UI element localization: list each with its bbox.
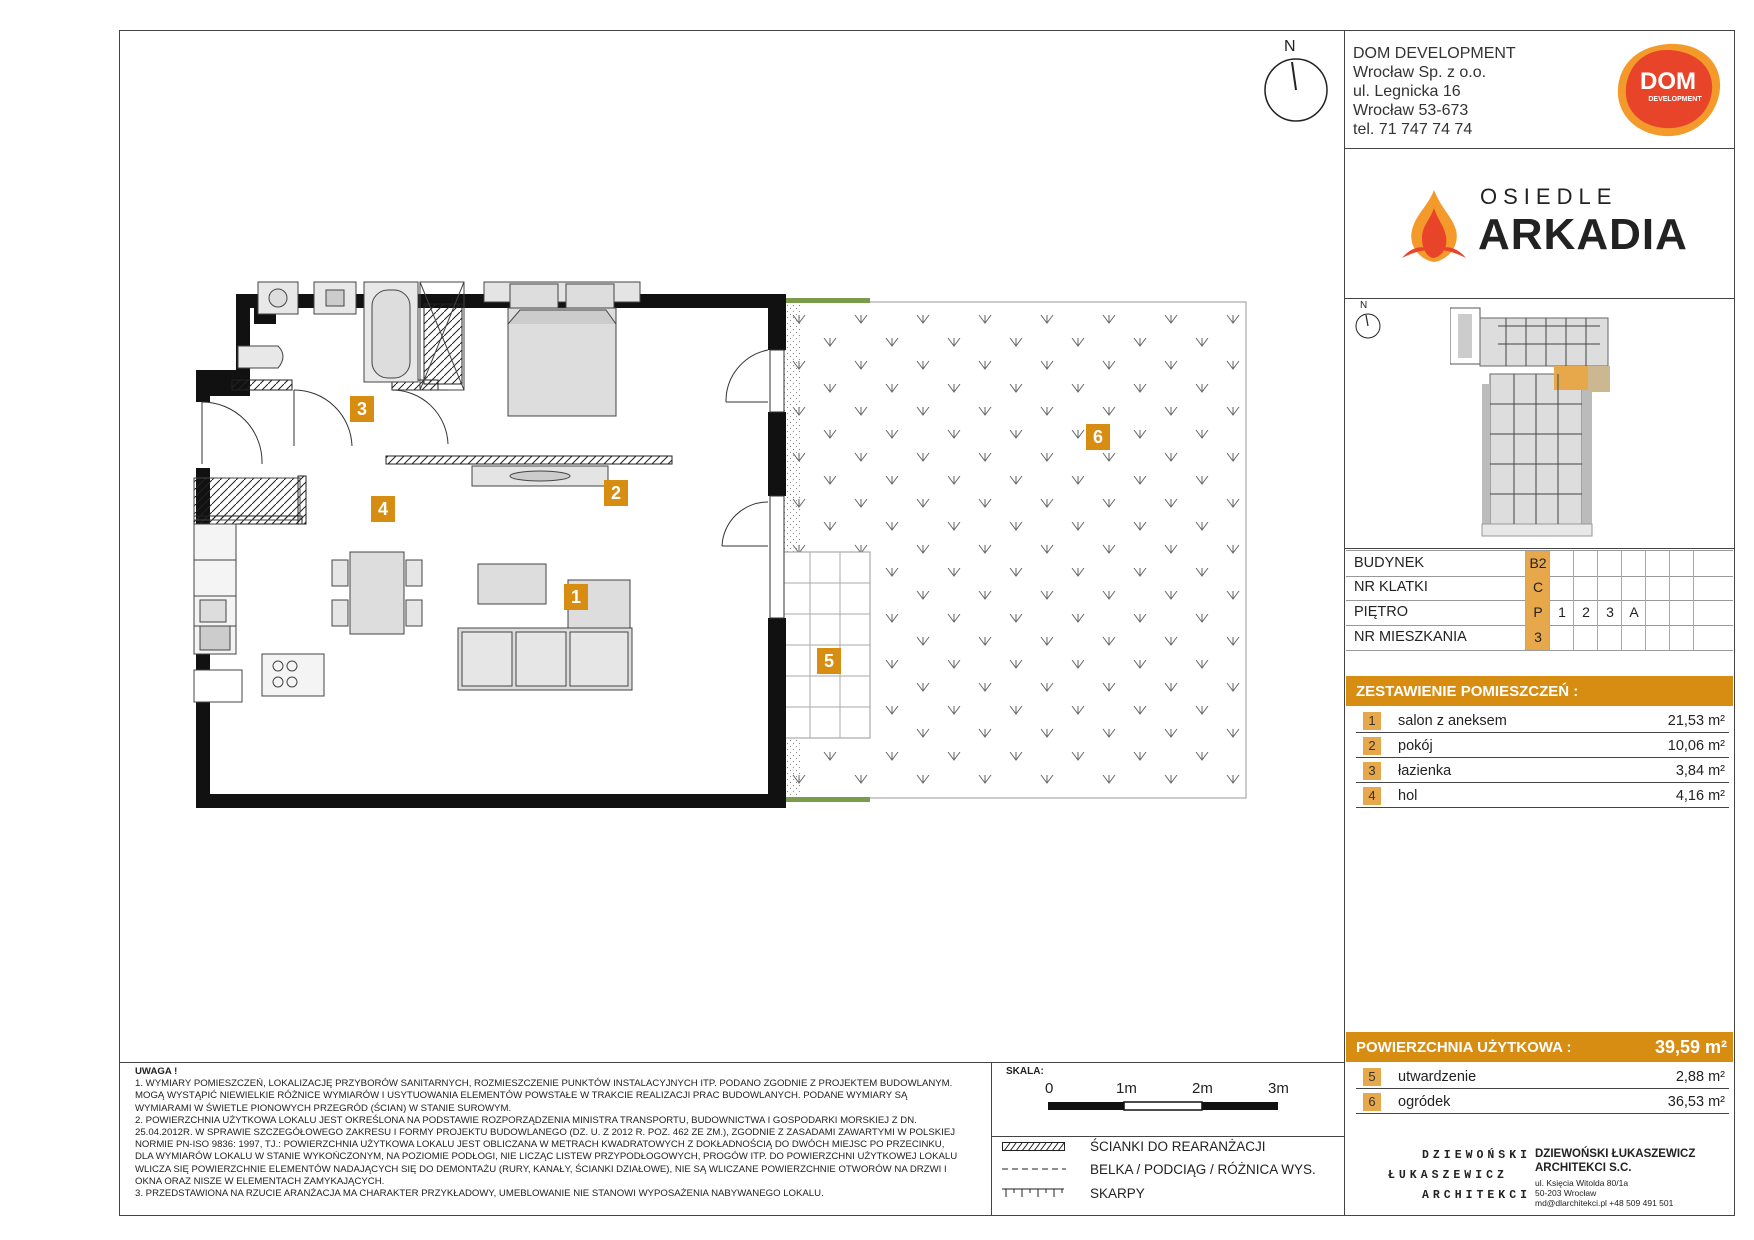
room-area-value: 36,53 bbox=[1667, 1094, 1705, 1110]
walls bbox=[196, 294, 786, 808]
room-area-unit: m² bbox=[1708, 738, 1725, 754]
dom-logo-subtext: DEVELOPMENT bbox=[1648, 96, 1702, 103]
room-label-3: 3 bbox=[350, 396, 374, 422]
floor-plan bbox=[180, 280, 1310, 820]
partition-wall bbox=[232, 380, 292, 390]
cell bbox=[1573, 625, 1598, 650]
room-area-value: 21,53 bbox=[1667, 713, 1705, 729]
room-label-1: 1 bbox=[564, 584, 588, 610]
row-label: NR MIESZKANIA bbox=[1354, 629, 1467, 645]
architect-addr2: 50-203 Wrocław bbox=[1535, 1188, 1597, 1198]
partition-wall bbox=[386, 456, 672, 464]
cell bbox=[1693, 625, 1718, 650]
dash-legend-icon bbox=[1002, 1166, 1066, 1172]
cell bbox=[1645, 575, 1670, 600]
cell: A bbox=[1621, 600, 1646, 625]
room-number-badge: 4 bbox=[1363, 787, 1381, 805]
note-item: 3. PRZEDSTAWIONA NA RZUCIE ARANŻACJA MA CHARAKTER PRZYKŁADOWY, UMEBLOWANIE NIE STANOWI WYPOSAŻENIA NABYWANEGO LOKALU. bbox=[135, 1188, 824, 1200]
cell bbox=[1621, 625, 1646, 650]
room-label-6: 6 bbox=[1086, 424, 1110, 450]
project-line1: OSIEDLE bbox=[1480, 184, 1618, 209]
notes bbox=[135, 1066, 965, 1200]
room-number-badge: 5 bbox=[1363, 1068, 1381, 1086]
room-area bbox=[1668, 1094, 1725, 1110]
scale-tick-label: 0 bbox=[1045, 1080, 1054, 1097]
summary-room-row bbox=[1356, 760, 1729, 783]
room-name: hol bbox=[1398, 788, 1418, 804]
hatch-legend-icon bbox=[1002, 1141, 1066, 1153]
cell bbox=[1669, 625, 1694, 650]
row-label: NR KLATKI bbox=[1354, 579, 1428, 595]
note-item: 2. POWIERZCHNIA UŻYTKOWA LOKALU JEST OKREŚLONA NA PODSTAWIE ROZPORZĄDZENIA MINISTRA TRANSPORTU, BUDOWNICTWA I GOSPODARKI MORSKIEJ Z DN. 25.04.2012R. W SPRAWIE SZCZEGÓŁOWEGO ZAKRESU I FORMY PROJEKTU BUDOWLANEGO (DZ. U. Z 2012 R. POZ. 462 ZE ZM.), ZGODNIE Z ZASADAMI ZAWARTYMI W POLSKIEJ NORMIE PN-ISO 9836: 1997, TJ.: POWIERZCHNIA UŻYTKOWA LOKALU JEST OBLICZANA W METRACH KWADRATOWYCH Z DOKŁADNOŚCIĄ DO DWÓCH MIEJSC PO PRZECINKU, DLA WYMIARÓW LOKALU W STANIE WYKOŃCZONYM, NA POZIOMIE PODŁOGI, NIE LICZĄC LISTEW PRZYPODŁOGOWYCH, PROGÓW ITP. DO POWIERZCHNI UŻYTKOWEJ LOKALU WLICZA SIĘ POWIERZCHNIE ELEMENTÓW NADAJĄCYCH SIĘ DO DEMONTAŻU (RURY, KANAŁY, ŚCIANKI DZIAŁOWE), NIE SĄ WLICZANE POWIERZCHNIE OTWORÓW NA DRZWI I OKNA ORAZ NISZE W ELEMENTACH ZAMYKAJĄCYCH. bbox=[135, 1114, 958, 1187]
summary-header bbox=[1346, 676, 1733, 706]
room-label-5: 5 bbox=[817, 648, 841, 674]
notes-title: UWAGA ! bbox=[135, 1066, 178, 1077]
architect-logo bbox=[1388, 1146, 1532, 1206]
room-number-badge: 1 bbox=[1363, 712, 1381, 730]
room-name: salon z aneksem bbox=[1398, 713, 1507, 729]
cell bbox=[1621, 575, 1646, 600]
cell: 2 bbox=[1573, 600, 1598, 625]
cell bbox=[1549, 625, 1574, 650]
note-item: 1. WYMIARY POMIESZCZEŃ, LOKALIZACJĘ PRZYBORÓW SANITARNYCH, ROZMIESZCZENIE PUNKTÓW INSTALACYJNYCH ITP. PODANO ZGODNIE Z PROJEKTEM BUDOWLANYM. MOGĄ WYSTĄPIĆ NIEWIELKIE RÓŻNICE WYMIARÓW I USYTUOWANIA ELEMENTÓW POWSTAŁE W TRAKCIE REALIZACJI PRAC BUDOWLANYCH. PODANE WYMIARY SĄ WYMIARAMI W ŚWIETLE PIONOWYCH PRZEGRÓD (ŚCIAN) W STANIE SUROWYM. bbox=[135, 1078, 953, 1114]
architect-name2: ARCHITEKCI S.C. bbox=[1535, 1162, 1632, 1174]
cell bbox=[1669, 600, 1694, 625]
cell bbox=[1645, 600, 1670, 625]
cell bbox=[1573, 551, 1598, 576]
room-area bbox=[1676, 788, 1725, 804]
total-area-label: POWIERZCHNIA UŻYTKOWA : bbox=[1356, 1039, 1572, 1056]
room-name: ogródek bbox=[1398, 1094, 1451, 1110]
company-line3: Wrocław 53-673 bbox=[1353, 102, 1469, 119]
dom-logo-text: DOM bbox=[1640, 68, 1696, 95]
building-key-plan bbox=[1450, 304, 1690, 540]
architect-logo-line: ŁUKASZEWICZ bbox=[1388, 1169, 1508, 1182]
architect-addr1: ul. Księcia Witolda 80/1a bbox=[1535, 1178, 1629, 1188]
cell: 1 bbox=[1549, 600, 1574, 625]
cell bbox=[1693, 600, 1718, 625]
mini-compass-label: N bbox=[1360, 300, 1368, 311]
company-line2: ul. Legnicka 16 bbox=[1353, 83, 1461, 100]
cell bbox=[1597, 575, 1622, 600]
living-furniture bbox=[332, 552, 632, 690]
architect-contact: md@dlarchitekci.pl +48 509 491 501 bbox=[1535, 1198, 1674, 1208]
summary-room-row bbox=[1356, 710, 1729, 733]
cell bbox=[1549, 575, 1574, 600]
room-area-unit: m² bbox=[1708, 1094, 1725, 1110]
row-label: BUDYNEK bbox=[1354, 555, 1425, 571]
row-nr-mieszkania bbox=[1346, 625, 1733, 651]
mini-compass-icon bbox=[1354, 312, 1382, 340]
arkadia-logo bbox=[1398, 180, 1698, 270]
compass-north-label: N bbox=[1284, 38, 1296, 55]
hedge-top bbox=[780, 298, 870, 303]
room-number-badge: 2 bbox=[1363, 737, 1381, 755]
cell: P bbox=[1525, 600, 1550, 625]
project-line2: ARKADIA bbox=[1478, 210, 1688, 259]
compass-icon bbox=[1262, 56, 1330, 124]
company-phone: tel. 71 747 74 74 bbox=[1353, 121, 1473, 138]
dom-logo bbox=[1612, 40, 1724, 140]
compass bbox=[1262, 38, 1330, 124]
summary-extra-row bbox=[1356, 1066, 1729, 1089]
cell bbox=[1597, 625, 1622, 650]
key-plan bbox=[1350, 300, 1730, 546]
flame-icon bbox=[1398, 186, 1470, 266]
room-area-value: 2,88 bbox=[1675, 1069, 1705, 1085]
scale-title: SKALA: bbox=[1006, 1066, 1044, 1077]
room-area-value: 10,06 bbox=[1667, 738, 1705, 754]
bed bbox=[484, 282, 640, 416]
cell bbox=[1645, 625, 1670, 650]
architect-credit bbox=[1388, 1146, 1733, 1212]
summary-room-row bbox=[1356, 735, 1729, 758]
room-area-unit: m² bbox=[1708, 1069, 1725, 1085]
architect-logo-line: DZIEWOŃSKI bbox=[1422, 1149, 1532, 1162]
scale-tick-label: 3m bbox=[1268, 1080, 1289, 1097]
row-pietro bbox=[1346, 600, 1733, 626]
cell bbox=[1693, 575, 1718, 600]
divider bbox=[1344, 298, 1735, 299]
room-name: pokój bbox=[1398, 738, 1433, 754]
legend-label: SKARPY bbox=[1090, 1186, 1145, 1201]
legend-label: ŚCIANKI DO REARANŻACJI bbox=[1090, 1139, 1266, 1154]
cell: C bbox=[1525, 575, 1550, 600]
steps-legend-icon bbox=[1002, 1187, 1066, 1199]
company-line1: Wrocław Sp. z o.o. bbox=[1353, 64, 1487, 81]
room-number-badge: 6 bbox=[1363, 1093, 1381, 1111]
room-area bbox=[1668, 713, 1725, 729]
scale-tick-label: 2m bbox=[1192, 1080, 1213, 1097]
cell bbox=[1597, 551, 1622, 576]
room-area-value: 4,16 bbox=[1675, 788, 1705, 804]
room-area bbox=[1668, 738, 1725, 754]
cell bbox=[1549, 551, 1574, 576]
room-label-2: 2 bbox=[604, 480, 628, 506]
room-area-value: 3,84 bbox=[1675, 763, 1705, 779]
total-area-bar bbox=[1346, 1032, 1733, 1062]
terrace-tiles bbox=[780, 552, 870, 738]
row-label: PIĘTRO bbox=[1354, 604, 1408, 620]
room-name: łazienka bbox=[1398, 763, 1452, 779]
cell bbox=[1693, 551, 1718, 576]
cell bbox=[1669, 551, 1694, 576]
room-area-unit: m² bbox=[1708, 788, 1725, 804]
company-name: DOM DEVELOPMENT bbox=[1353, 45, 1516, 62]
scale-bar bbox=[1048, 1100, 1288, 1114]
row-nr-klatki bbox=[1346, 575, 1733, 601]
cell bbox=[1621, 551, 1646, 576]
cell: B2 bbox=[1525, 551, 1550, 576]
cell bbox=[1645, 551, 1670, 576]
divider bbox=[1344, 148, 1735, 149]
room-area bbox=[1676, 1069, 1725, 1085]
wardrobe-handle bbox=[510, 471, 570, 481]
hedge-bottom bbox=[780, 797, 870, 802]
room-area-unit: m² bbox=[1708, 763, 1725, 779]
architect-logo-line: ARCHITEKCI bbox=[1422, 1189, 1532, 1202]
summary-room-row bbox=[1356, 785, 1729, 808]
architect-name1: DZIEWOŃSKI ŁUKASZEWICZ bbox=[1535, 1148, 1696, 1160]
summary-title: ZESTAWIENIE POMIESZCZEŃ : bbox=[1356, 683, 1579, 700]
summary-extra-row bbox=[1356, 1091, 1729, 1114]
room-name: utwardzenie bbox=[1398, 1069, 1477, 1085]
room-area bbox=[1676, 763, 1725, 779]
divider bbox=[1344, 548, 1735, 549]
room-number-badge: 3 bbox=[1363, 762, 1381, 780]
row-budynek bbox=[1346, 550, 1733, 577]
company-address bbox=[1353, 44, 1516, 139]
cell bbox=[1573, 575, 1598, 600]
room-label-4: 4 bbox=[371, 496, 395, 522]
scale-tick-label: 1m bbox=[1116, 1080, 1137, 1097]
cell bbox=[1669, 575, 1694, 600]
cell: 3 bbox=[1525, 625, 1550, 650]
total-area-value: 39,59 m² bbox=[1654, 1037, 1727, 1057]
cell: 3 bbox=[1597, 600, 1622, 625]
divider bbox=[992, 1136, 1345, 1137]
room-area-unit: m² bbox=[1708, 713, 1725, 729]
legend-label: BELKA / PODCIĄG / RÓŻNICA WYS. bbox=[1090, 1162, 1316, 1177]
